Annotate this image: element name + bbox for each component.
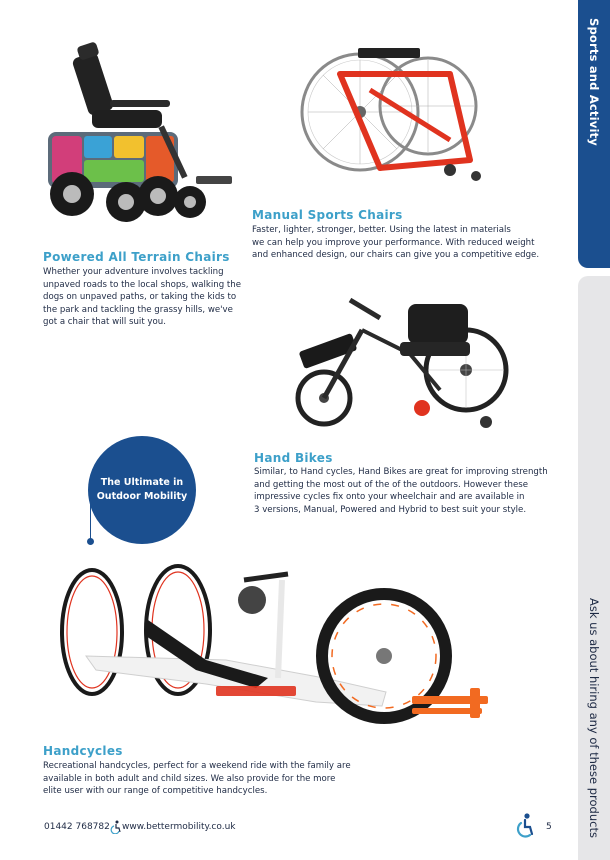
manual-line-1: Faster, lighter, stronger, better. Using the latest in materials <box>252 225 511 235</box>
wheelchair-logo-icon <box>110 819 122 833</box>
powered-chair-image <box>40 36 240 226</box>
callout-connector-dot <box>87 538 94 545</box>
hand-bike-image <box>290 290 510 440</box>
handcycle-image <box>56 560 496 740</box>
better-mobility-logo-icon <box>514 813 536 839</box>
powered-line-1: Whether your adventure involves tackling <box>43 267 224 277</box>
page-number: 5 <box>546 822 552 832</box>
callout-text: The Ultimate in Outdoor Mobility <box>96 477 188 502</box>
footer-phone-number: 01442 768782 <box>44 822 110 832</box>
manual-line-3: and enhanced design, our chairs can give you a competitive edge. <box>252 250 540 261</box>
sports-chair-image <box>300 30 500 195</box>
powered-line-5: got a chair that will suit you. <box>43 317 166 328</box>
handcycles-line-1: Recreational handcycles, perfect for a weekend ride with the family are <box>43 761 351 771</box>
powered-line-4: the park and tackling the grassy hills, we've <box>43 304 233 315</box>
manual-sports-chairs-description <box>252 224 552 262</box>
handbikes-line-4: 3 versions, Manual, Powered and Hybrid to best suit your style. <box>254 504 527 515</box>
handcycles-description <box>43 760 383 798</box>
powered-all-terrain-description <box>43 266 253 329</box>
powered-line-2: unpaved roads to the local shops, walking the <box>43 279 242 290</box>
handbikes-line-1: Similar, to Hand cycles, Hand Bikes are great for improving strength <box>254 467 548 477</box>
ultimate-outdoor-mobility-callout <box>88 436 196 544</box>
sports-and-activity-label: Sports and Activity <box>587 18 601 147</box>
hire-info-label: Ask us about hiring any of these products <box>587 598 601 838</box>
manual-sports-chairs-heading: Manual Sports Chairs <box>252 208 403 222</box>
handcycles-line-2: available in both adult and child sizes. We also provide for the more <box>43 773 336 784</box>
hand-bikes-description <box>254 466 554 516</box>
handcycles-line-3: elite user with our range of competitive handcycles. <box>43 786 268 797</box>
hire-info-tab <box>578 276 610 860</box>
handbikes-line-2: and getting the most out of the of the outdoors. However these <box>254 479 529 490</box>
handcycles-heading: Handcycles <box>43 744 123 758</box>
handbikes-line-3: impressive cycles fix onto your wheelchair and are available in <box>254 492 525 503</box>
powered-all-terrain-heading: Powered All Terrain Chairs <box>43 250 230 264</box>
manual-line-2: we can help you improve your performance. With reduced weight <box>252 237 535 248</box>
callout-connector-line <box>90 490 91 540</box>
footer-website-link[interactable]: www.bettermobility.co.uk <box>122 822 236 832</box>
sports-and-activity-tab <box>578 0 610 268</box>
hand-bikes-heading: Hand Bikes <box>254 451 333 465</box>
powered-line-3: dogs on unpaved paths, or taking the kids to <box>43 292 237 303</box>
